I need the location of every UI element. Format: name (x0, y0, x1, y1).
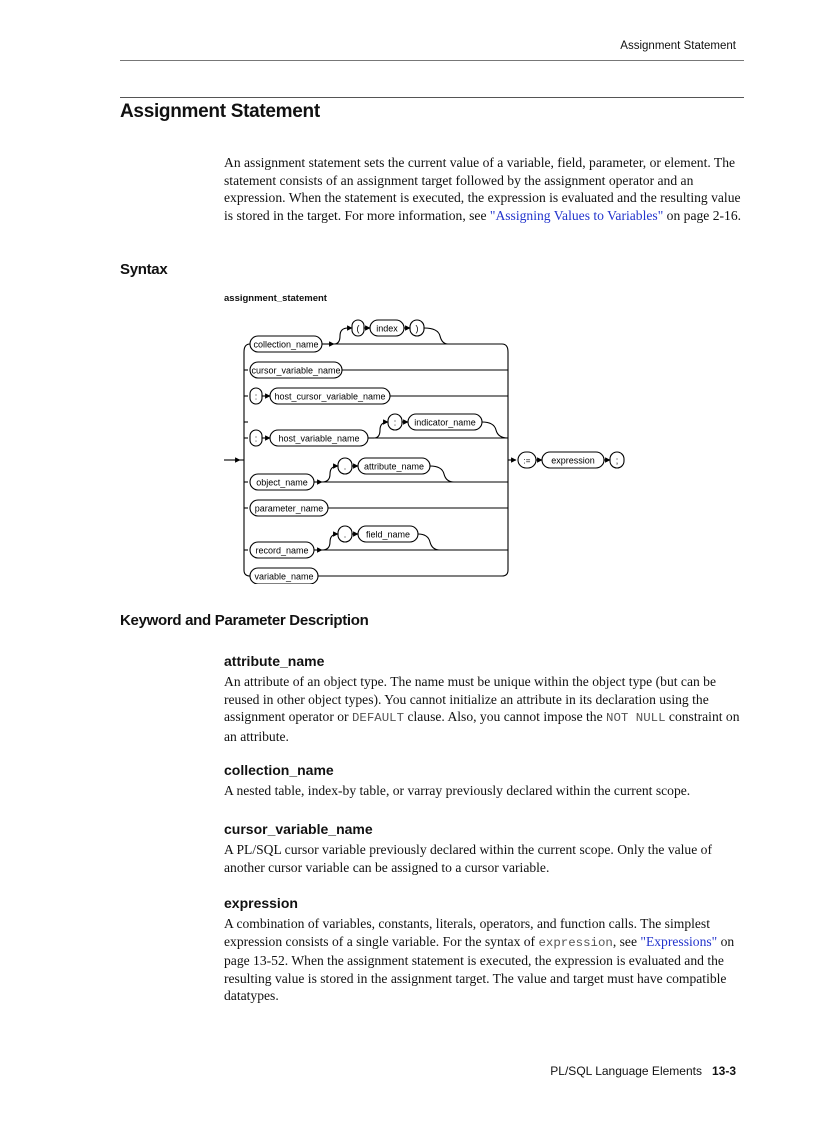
syntax-diagram (218, 308, 638, 584)
node-lparen: ( (356, 323, 360, 334)
header-rule (120, 60, 744, 61)
node-host-variable-name: host_variable_name (278, 433, 360, 444)
node-variable-name: variable_name (254, 571, 314, 582)
node-semicolon: ; (615, 455, 619, 466)
node-expression: expression (551, 455, 595, 466)
term-expression: expression (224, 895, 298, 911)
assigning-values-link[interactable]: "Assigning Values to Variables" (489, 207, 664, 223)
desc-attribute-text3: constraint on an attribute. (224, 709, 740, 744)
desc-attribute-text1: An attribute of an object type. The name must be unique within the object type (but can be reused in other object types). You cannot initialize an attribute in its declaration using the assignment operator or (224, 674, 717, 725)
page-footer (550, 1064, 736, 1078)
footer-page-number: 13-3 (711, 1064, 736, 1078)
desc-expression-text3: on page 13-52. When the assignment statement is executed, the expression is evaluated and the resulting value is stored in the assignment target. The value and target must have compatible datatypes. (224, 933, 735, 1004)
node-indicator-name: indicator_name (414, 417, 476, 428)
desc-collection-name: A nested table, index-by table, or varray previously declared within the current scope. (224, 783, 691, 798)
desc-attribute-name (224, 673, 744, 745)
node-dot-1: . (343, 461, 347, 472)
desc-expression-text2: , see (612, 933, 641, 949)
node-dot-2: . (343, 529, 347, 540)
keywords-heading: Keyword and Parameter Description (120, 612, 369, 629)
code-not-null: NOT NULL (606, 711, 666, 726)
node-collection-name: collection_name (253, 339, 319, 350)
running-header: Assignment Statement (620, 40, 736, 52)
page-title: Assignment Statement (120, 101, 320, 122)
node-attribute-name: attribute_name (363, 461, 425, 472)
desc-cursor-variable-name: A PL/SQL cursor variable previously declared within the current scope. Only the value of another cursor variable can be assigned to a cursor variable. (224, 842, 712, 875)
node-parameter-name: parameter_name (254, 503, 324, 514)
node-field-name: field_name (365, 529, 411, 540)
term-collection-name: collection_name (224, 762, 334, 778)
node-index: index (376, 323, 398, 334)
term-attribute-name: attribute_name (224, 653, 325, 669)
node-colon-2: : (393, 417, 397, 428)
diagram-label: assignment_statement (224, 293, 327, 304)
term-cursor-variable-name: cursor_variable_name (224, 821, 373, 837)
desc-attribute-text2: clause. Also, you cannot impose the (404, 709, 607, 725)
node-host-cursor-variable-name: host_cursor_variable_name (274, 391, 386, 402)
node-assign-op: := (523, 456, 531, 466)
node-record-name: record_name (255, 545, 309, 556)
intro-after: on page 2-16. (663, 207, 742, 223)
node-colon-3: : (254, 433, 258, 444)
node-cursor-variable-name: cursor_variable_name (251, 365, 341, 376)
footer-section: PL/SQL Language Elements (550, 1064, 702, 1078)
code-default: DEFAULT (351, 711, 405, 726)
node-rparen: ) (415, 323, 419, 334)
intro-text: An assignment statement sets the current value of a variable, field, parameter, or element. The statement consists of an assignment target followed by the assignment operator and an expression. When the statement is executed, the expression is evaluated and the resulting value is stored in the target. For more information, see (224, 155, 741, 223)
expressions-link[interactable]: "Expressions" (640, 933, 718, 949)
intro-paragraph (224, 154, 744, 224)
syntax-heading: Syntax (120, 261, 168, 278)
node-object-name: object_name (256, 477, 308, 488)
node-colon-1: : (254, 391, 258, 402)
title-rule (120, 97, 744, 98)
desc-expression-text1: A combination of variables, constants, literals, operators, and function calls. The simplest expression consists of a single variable. For the syntax of (224, 916, 710, 949)
desc-expression (224, 915, 744, 1005)
code-expression: expression (538, 935, 613, 950)
